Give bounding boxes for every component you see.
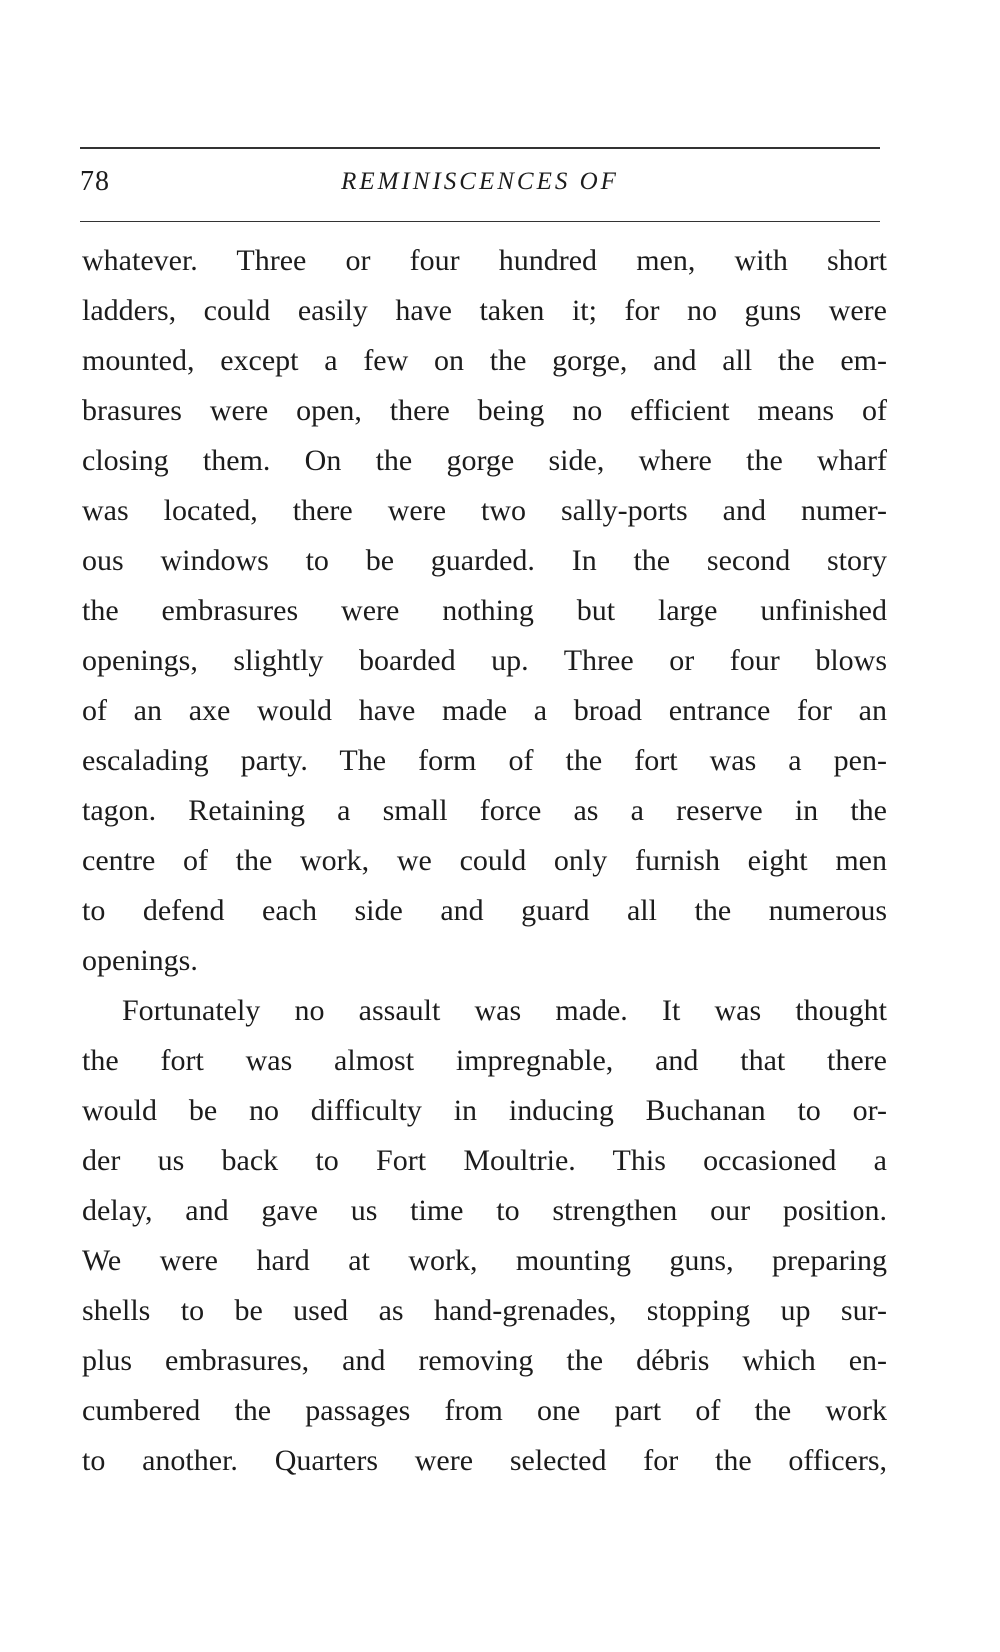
text-line: shells to be used as hand-grenades, stopping up sur- [82,1294,887,1327]
text-line: der us back to Fort Moultrie. This occasioned a [82,1144,887,1177]
text-line: closing them. On the gorge side, where the wharf [82,444,887,477]
page-number: 78 [80,166,110,197]
text-line: We were hard at work, mounting guns, preparing [82,1244,887,1277]
text-line: to another. Quarters were selected for the officers, [82,1444,887,1477]
body-text [82,236,887,1486]
text-line: mounted, except a few on the gorge, and all the em- [82,344,887,377]
text-line: delay, and gave us time to strengthen our position. [82,1194,887,1227]
paragraph-1 [82,236,887,986]
text-line: of an axe would have made a broad entrance for an [82,694,887,727]
text-line: centre of the work, we could only furnish eight men [82,844,887,877]
text-line: was located, there were two sally-ports and numer- [82,494,887,527]
text-line: openings, slightly boarded up. Three or four blows [82,644,887,677]
running-head [80,162,880,206]
running-title: REMINISCENCES OF [341,168,619,195]
text-line: brasures were open, there being no efficient means of [82,394,887,427]
text-line: plus embrasures, and removing the débris which en- [82,1344,887,1377]
text-line: escalading party. The form of the fort was a pen- [82,744,887,777]
text-line: would be no difficulty in inducing Buchanan to or- [82,1094,887,1127]
text-line: ladders, could easily have taken it; for no guns were [82,294,887,327]
text-line: whatever. Three or four hundred men, with short [82,244,887,277]
header-bottom-rule [80,221,880,222]
text-line: Fortunately no assault was made. It was thought [122,994,887,1027]
text-line: tagon. Retaining a small force as a reserve in the [82,794,887,827]
text-line: ous windows to be guarded. In the second story [82,544,887,577]
paragraph-2 [82,986,887,1486]
text-line: openings. [82,944,198,977]
header-top-rule [80,147,880,149]
text-line: the fort was almost impregnable, and that there [82,1044,887,1077]
text-line: to defend each side and guard all the numerous [82,894,887,927]
text-line: cumbered the passages from one part of the work [82,1394,887,1427]
text-line: the embrasures were nothing but large unfinished [82,594,887,627]
